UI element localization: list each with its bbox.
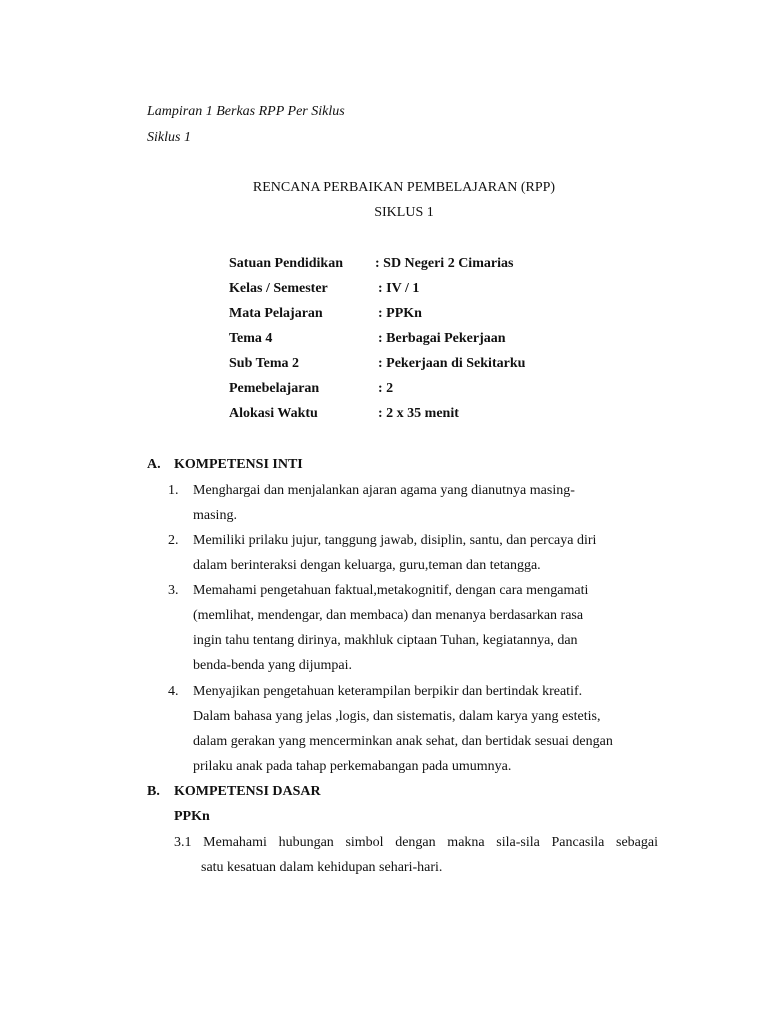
list-item-text: benda-benda yang dijumpai. bbox=[193, 658, 353, 673]
identity-label: Satuan Pendidikan bbox=[229, 256, 343, 271]
identity-value: : 2 bbox=[378, 381, 394, 396]
identity-value: : SD Negeri 2 Cimarias bbox=[375, 256, 514, 271]
cycle-heading: Siklus 1 bbox=[147, 130, 191, 145]
list-item-text: (memlihat, mendengar, dan membaca) dan menanya berdasarkan rasa bbox=[193, 608, 584, 623]
identity-label: Pemebelajaran bbox=[229, 381, 320, 396]
list-item-text: prilaku anak pada tahap perkemabangan pada umumnya. bbox=[193, 759, 512, 774]
list-item-number: 3. bbox=[168, 583, 179, 598]
identity-label: Mata Pelajaran bbox=[229, 306, 323, 321]
identity-value: : PPKn bbox=[378, 306, 422, 321]
identity-value: : IV / 1 bbox=[378, 281, 420, 296]
basic-competency-text-continued: satu kesatuan dalam kehidupan sehari-hari. bbox=[201, 860, 443, 875]
identity-value: : Pekerjaan di Sekitarku bbox=[378, 356, 526, 371]
list-item-text: Memiliki prilaku jujur, tanggung jawab, disiplin, santu, dan percaya diri bbox=[193, 533, 597, 548]
subject-heading: PPKn bbox=[174, 809, 210, 824]
list-item-text: Memahami pengetahuan faktual,metakognitif, dengan cara mengamati bbox=[193, 583, 589, 598]
list-item-text: dalam gerakan yang mencerminkan anak sehat, dan bertidak sesuai dengan bbox=[193, 734, 613, 749]
section-b-marker: B. bbox=[147, 784, 160, 799]
list-item-text: Dalam bahasa yang jelas ,logis, dan sistematis, dalam karya yang estetis, bbox=[193, 709, 601, 724]
list-item-text: dalam berinteraksi dengan keluarga, guru,teman dan tetangga. bbox=[193, 558, 541, 573]
list-item-text: masing. bbox=[193, 508, 237, 523]
section-a-title: KOMPETENSI INTI bbox=[174, 457, 303, 472]
list-item-number: 1. bbox=[168, 483, 179, 498]
list-item-text: ingin tahu tentang dirinya, makhluk ciptaan Tuhan, kegiatannya, dan bbox=[193, 633, 578, 648]
identity-label: Tema 4 bbox=[229, 331, 273, 346]
identity-value: : 2 x 35 menit bbox=[378, 406, 459, 421]
list-item-text: Menghargai dan menjalankan ajaran agama yang dianutnya masing- bbox=[193, 483, 575, 498]
identity-label: Kelas / Semester bbox=[229, 281, 328, 296]
basic-competency-text: 3.1 Memahami hubungan simbol dengan makna sila-sila Pancasila sebagai bbox=[174, 835, 658, 850]
list-item-text: Menyajikan pengetahuan keterampilan berpikir dan bertindak kreatif. bbox=[193, 684, 583, 699]
list-item-number: 2. bbox=[168, 533, 179, 548]
section-b-title: KOMPETENSI DASAR bbox=[174, 784, 321, 799]
section-a-marker: A. bbox=[147, 457, 161, 472]
attachment-heading: Lampiran 1 Berkas RPP Per Siklus bbox=[147, 104, 345, 119]
list-item-number: 4. bbox=[168, 684, 179, 699]
identity-label: Alokasi Waktu bbox=[229, 406, 318, 421]
identity-value: : Berbagai Pekerjaan bbox=[378, 331, 506, 346]
document-subtitle: SIKLUS 1 bbox=[374, 205, 434, 220]
identity-label: Sub Tema 2 bbox=[229, 356, 300, 371]
document-title: RENCANA PERBAIKAN PEMBELAJARAN (RPP) bbox=[252, 180, 556, 195]
